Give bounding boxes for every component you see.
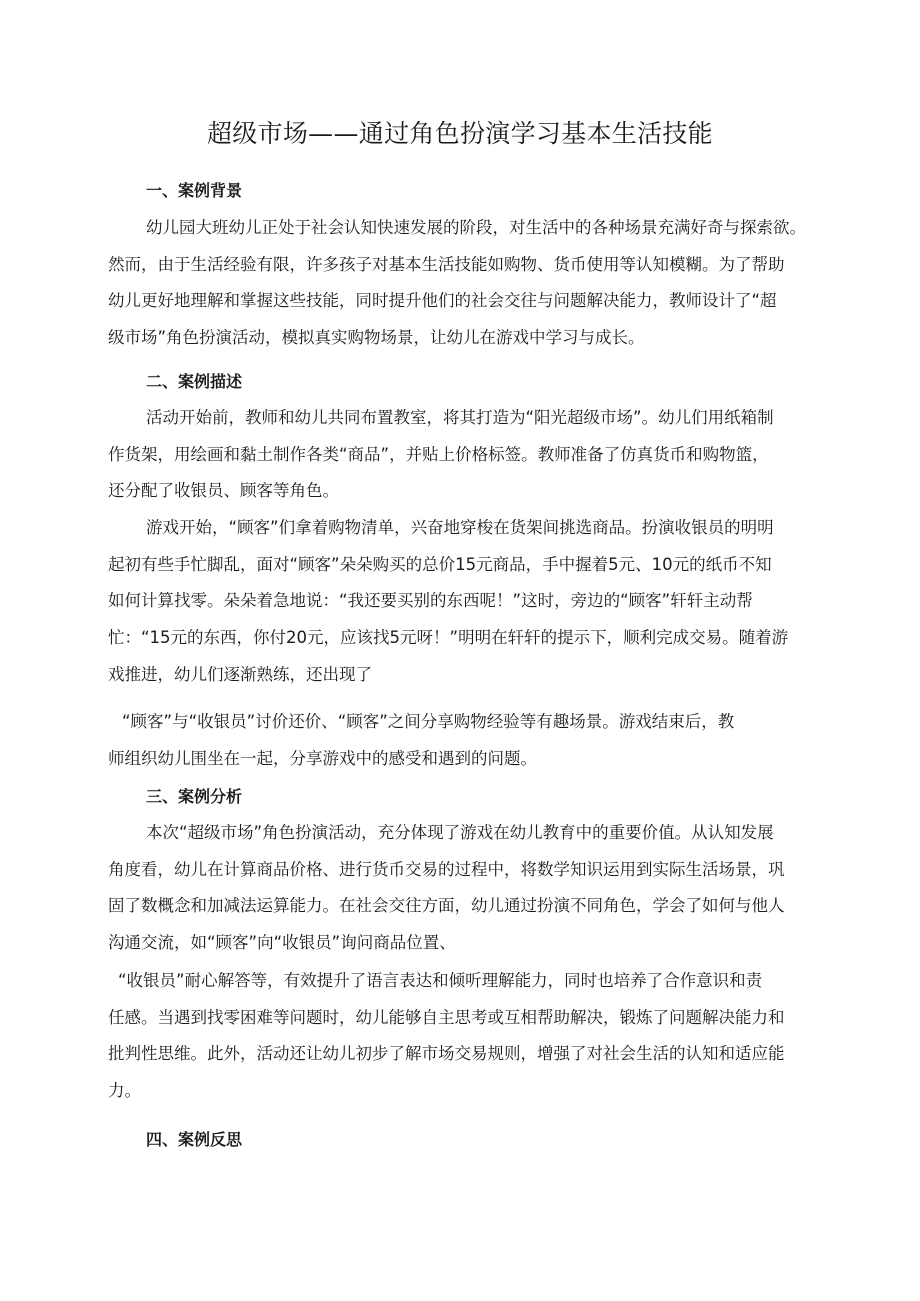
section-heading-analysis: 三、案例分析 — [146, 787, 243, 806]
paragraph-description-game — [108, 510, 808, 694]
text-line: 然而，由于生活经验有限，许多孩子对基本生活技能如购物、货币使用等认知模糊。为了帮助 — [108, 254, 785, 274]
text-line: “收银员”耐心解答等，有效提升了语言表达和倾听理解能力，同时也培养了合作意识和责 — [118, 971, 763, 990]
text-line: 幼儿更好地理解和掌握这些技能，同时提升他们的社会交往与问题解决能力，教师设计了“超 — [108, 291, 777, 311]
section-heading-description: 二、案例描述 — [146, 372, 243, 391]
text-line: 批判性思维。此外，活动还让幼儿初步了解市场交易规则，增强了对社会生活的认知和适应能 — [108, 1044, 785, 1064]
text-line: 本次“超级市场”角色扮演活动，充分体现了游戏在幼儿教育中的重要价值。从认知发展 — [146, 823, 774, 842]
text-line: 起初有些手忙脚乱，面对“顾客”朵朵购买的总价15元商品，手中握着5元、10元的纸币不知 — [108, 554, 772, 574]
text-line: 沟通交流，如“顾客”向“收银员”询问商品位置、 — [108, 933, 456, 953]
text-line: 游戏开始，“顾客”们拿着购物清单，兴奋地穿梭在货架间挑选商品。扮演收银员的明明 — [146, 518, 774, 537]
text-line: 角度看，幼儿在计算商品价格、进行货币交易的过程中，将数学知识运用到实际生活场景，巩 — [108, 859, 785, 879]
text-line: 还分配了收银员、顾客等角色。 — [108, 481, 339, 501]
paragraph-description-end — [108, 704, 822, 777]
paragraph-analysis-part1 — [108, 815, 808, 962]
text-line: 作货架，用绘画和黏土制作各类“商品”，并贴上价格标签。教师准备了仿真货币和购物篮， — [108, 444, 769, 464]
document-title: 超级市场——通过角色扮演学习基本生活技能 — [206, 119, 713, 148]
text-line: 力。 — [108, 1081, 141, 1101]
text-line: 师组织幼儿围坐在一起，分享游戏中的感受和遇到的问题。 — [108, 748, 537, 768]
section-heading-background: 一、案例背景 — [146, 181, 243, 200]
paragraph-analysis-part2 — [108, 963, 818, 1110]
text-line: 任感。当遇到找零困难等问题时，幼儿能够自主思考或互相帮助解决，锻炼了问题解决能力和 — [108, 1007, 785, 1027]
section-heading-reflection: 四、案例反思 — [146, 1130, 243, 1149]
text-line: 活动开始前，教师和幼儿共同布置教室，将其打造为“阳光超级市场”。幼儿们用纸箱制 — [146, 408, 774, 427]
text-line: 忙：“15元的东西，你付20元，应该找5元呀！”明明在轩轩的提示下，顺利完成交易。随着游 — [108, 628, 789, 648]
text-line: 戏推进，幼儿们逐渐熟练，还出现了 — [108, 664, 372, 684]
text-line: 幼儿园大班幼儿正处于社会认知快速发展的阶段，对生活中的各种场景充满好奇与探索欲。 — [146, 218, 806, 237]
text-line: 固了数概念和加减法运算能力。在社会交往方面，幼儿通过扮演不同角色，学会了如何与他人 — [108, 896, 785, 916]
paragraph-background — [108, 210, 808, 357]
text-line: 级市场”角色扮演活动，模拟真实购物场景，让幼儿在游戏中学习与成长。 — [108, 328, 645, 348]
paragraph-description-setup — [108, 400, 808, 510]
text-line: “顾客”与“收银员”讨价还价、“顾客”之间分享购物经验等有趣场景。游戏结束后，教 — [122, 712, 735, 731]
text-line: 如何计算找零。朵朵着急地说：“我还要买别的东西呢！”这时，旁边的“顾客”轩轩主动帮 — [108, 591, 753, 611]
